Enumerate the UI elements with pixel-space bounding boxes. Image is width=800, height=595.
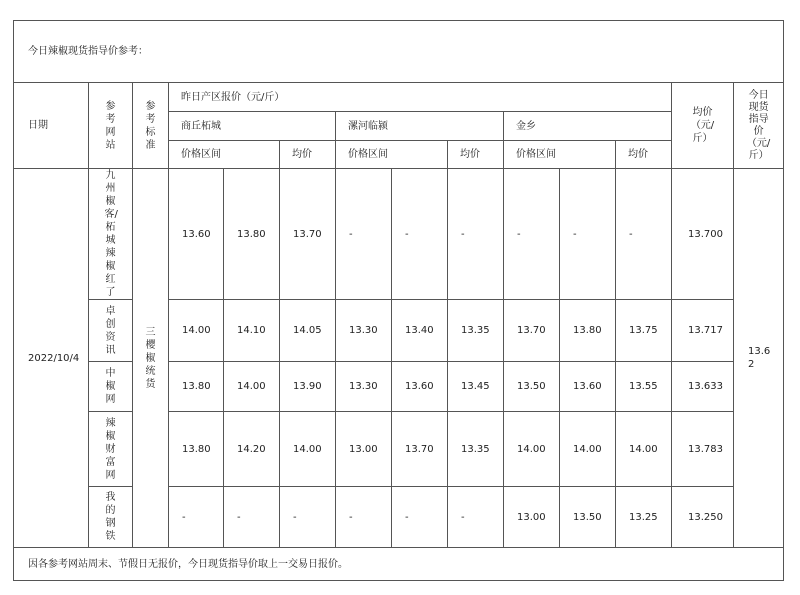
price-cell: 13.70 [392, 412, 448, 487]
site-cell [89, 300, 133, 362]
header-overall-avg-text: 均价（元/斤） [690, 107, 715, 144]
price-cell: 14.00 [560, 412, 616, 487]
price-cell: 14.20 [224, 412, 280, 487]
standard-text: 三樱椒统货 [145, 326, 156, 390]
region-header: 商丘柘城 [169, 112, 336, 141]
overall-avg-cell: 13.700 [672, 169, 734, 300]
header-standard [133, 83, 169, 169]
price-cell: 14.00 [169, 300, 224, 362]
price-cell: 14.05 [280, 300, 336, 362]
price-cell: - [560, 169, 616, 300]
price-cell: 13.90 [280, 362, 336, 412]
site-cell [89, 412, 133, 487]
price-cell: 13.45 [448, 362, 504, 412]
price-cell: - [448, 169, 504, 300]
price-cell: 13.80 [560, 300, 616, 362]
price-cell: - [448, 487, 504, 548]
site-name: 九州椒客/柘城辣椒红了 [104, 170, 118, 298]
price-cell: 13.35 [448, 300, 504, 362]
site-name: 卓创资讯 [105, 305, 116, 356]
price-cell: 13.60 [169, 169, 224, 300]
price-cell: 13.35 [448, 412, 504, 487]
price-cell: 14.10 [224, 300, 280, 362]
today-price-cell [734, 169, 784, 548]
header-yesterday: 昨日产区报价（元/斤） [169, 83, 672, 112]
header-today-text: 今日现货指导价（元/斤） [746, 89, 771, 161]
avg-header: 均价 [280, 141, 336, 169]
region-header: 金乡 [504, 112, 672, 141]
price-cell: - [392, 169, 448, 300]
site-cell [89, 487, 133, 548]
price-cell: 13.70 [280, 169, 336, 300]
price-cell: 13.75 [616, 300, 672, 362]
range-header: 价格区间 [169, 141, 280, 169]
site-name: 我的钢铁 [105, 492, 116, 542]
price-cell: - [504, 169, 560, 300]
today-price: 13.62 [748, 346, 771, 370]
overall-avg-cell: 13.783 [672, 412, 734, 487]
price-cell: 13.30 [336, 300, 392, 362]
price-cell: 13.60 [392, 362, 448, 412]
price-cell: - [336, 169, 392, 300]
footer-note: 因各参考网站周末、节假日无报价，今日现货指导价取上一交易日报价。 [14, 548, 784, 581]
price-cell: 13.40 [392, 300, 448, 362]
price-cell: - [224, 487, 280, 548]
price-cell: - [392, 487, 448, 548]
header-today [734, 83, 784, 169]
site-cell [89, 169, 133, 300]
price-cell: 13.25 [616, 487, 672, 548]
price-cell: - [336, 487, 392, 548]
price-cell: 13.00 [336, 412, 392, 487]
site-name: 辣椒财富网 [105, 417, 116, 481]
price-cell: 13.80 [224, 169, 280, 300]
site-name: 中椒网 [105, 368, 116, 405]
price-cell: - [616, 169, 672, 300]
price-cell: 13.50 [560, 487, 616, 548]
price-cell: 14.00 [504, 412, 560, 487]
header-overall-avg [672, 83, 734, 169]
overall-avg-cell: 13.717 [672, 300, 734, 362]
price-cell: - [280, 487, 336, 548]
date-cell: 2022/10/4 [14, 169, 89, 548]
overall-avg-cell: 13.250 [672, 487, 734, 548]
price-cell: 13.30 [336, 362, 392, 412]
site-cell [89, 362, 133, 412]
header-date: 日期 [14, 83, 89, 169]
header-site-text: 参考网站 [105, 100, 116, 151]
sheet-title: 今日辣椒现货指导价参考： [14, 21, 784, 83]
price-cell: 13.70 [504, 300, 560, 362]
range-header: 价格区间 [336, 141, 448, 169]
price-cell: 13.00 [504, 487, 560, 548]
price-table [13, 20, 784, 581]
price-cell: 13.80 [169, 362, 224, 412]
range-header: 价格区间 [504, 141, 616, 169]
price-cell: 14.00 [280, 412, 336, 487]
header-standard-text: 参考标准 [145, 100, 156, 151]
standard-cell [133, 169, 169, 548]
price-sheet [13, 20, 783, 581]
overall-avg-cell: 13.633 [672, 362, 734, 412]
price-cell: 13.60 [560, 362, 616, 412]
price-cell: 13.80 [169, 412, 224, 487]
avg-header: 均价 [448, 141, 504, 169]
header-site [89, 83, 133, 169]
price-cell: 13.55 [616, 362, 672, 412]
price-cell: 14.00 [616, 412, 672, 487]
avg-header: 均价 [616, 141, 672, 169]
price-cell: 13.50 [504, 362, 560, 412]
region-header: 漯河临颍 [336, 112, 504, 141]
price-cell: 14.00 [224, 362, 280, 412]
price-cell: - [169, 487, 224, 548]
